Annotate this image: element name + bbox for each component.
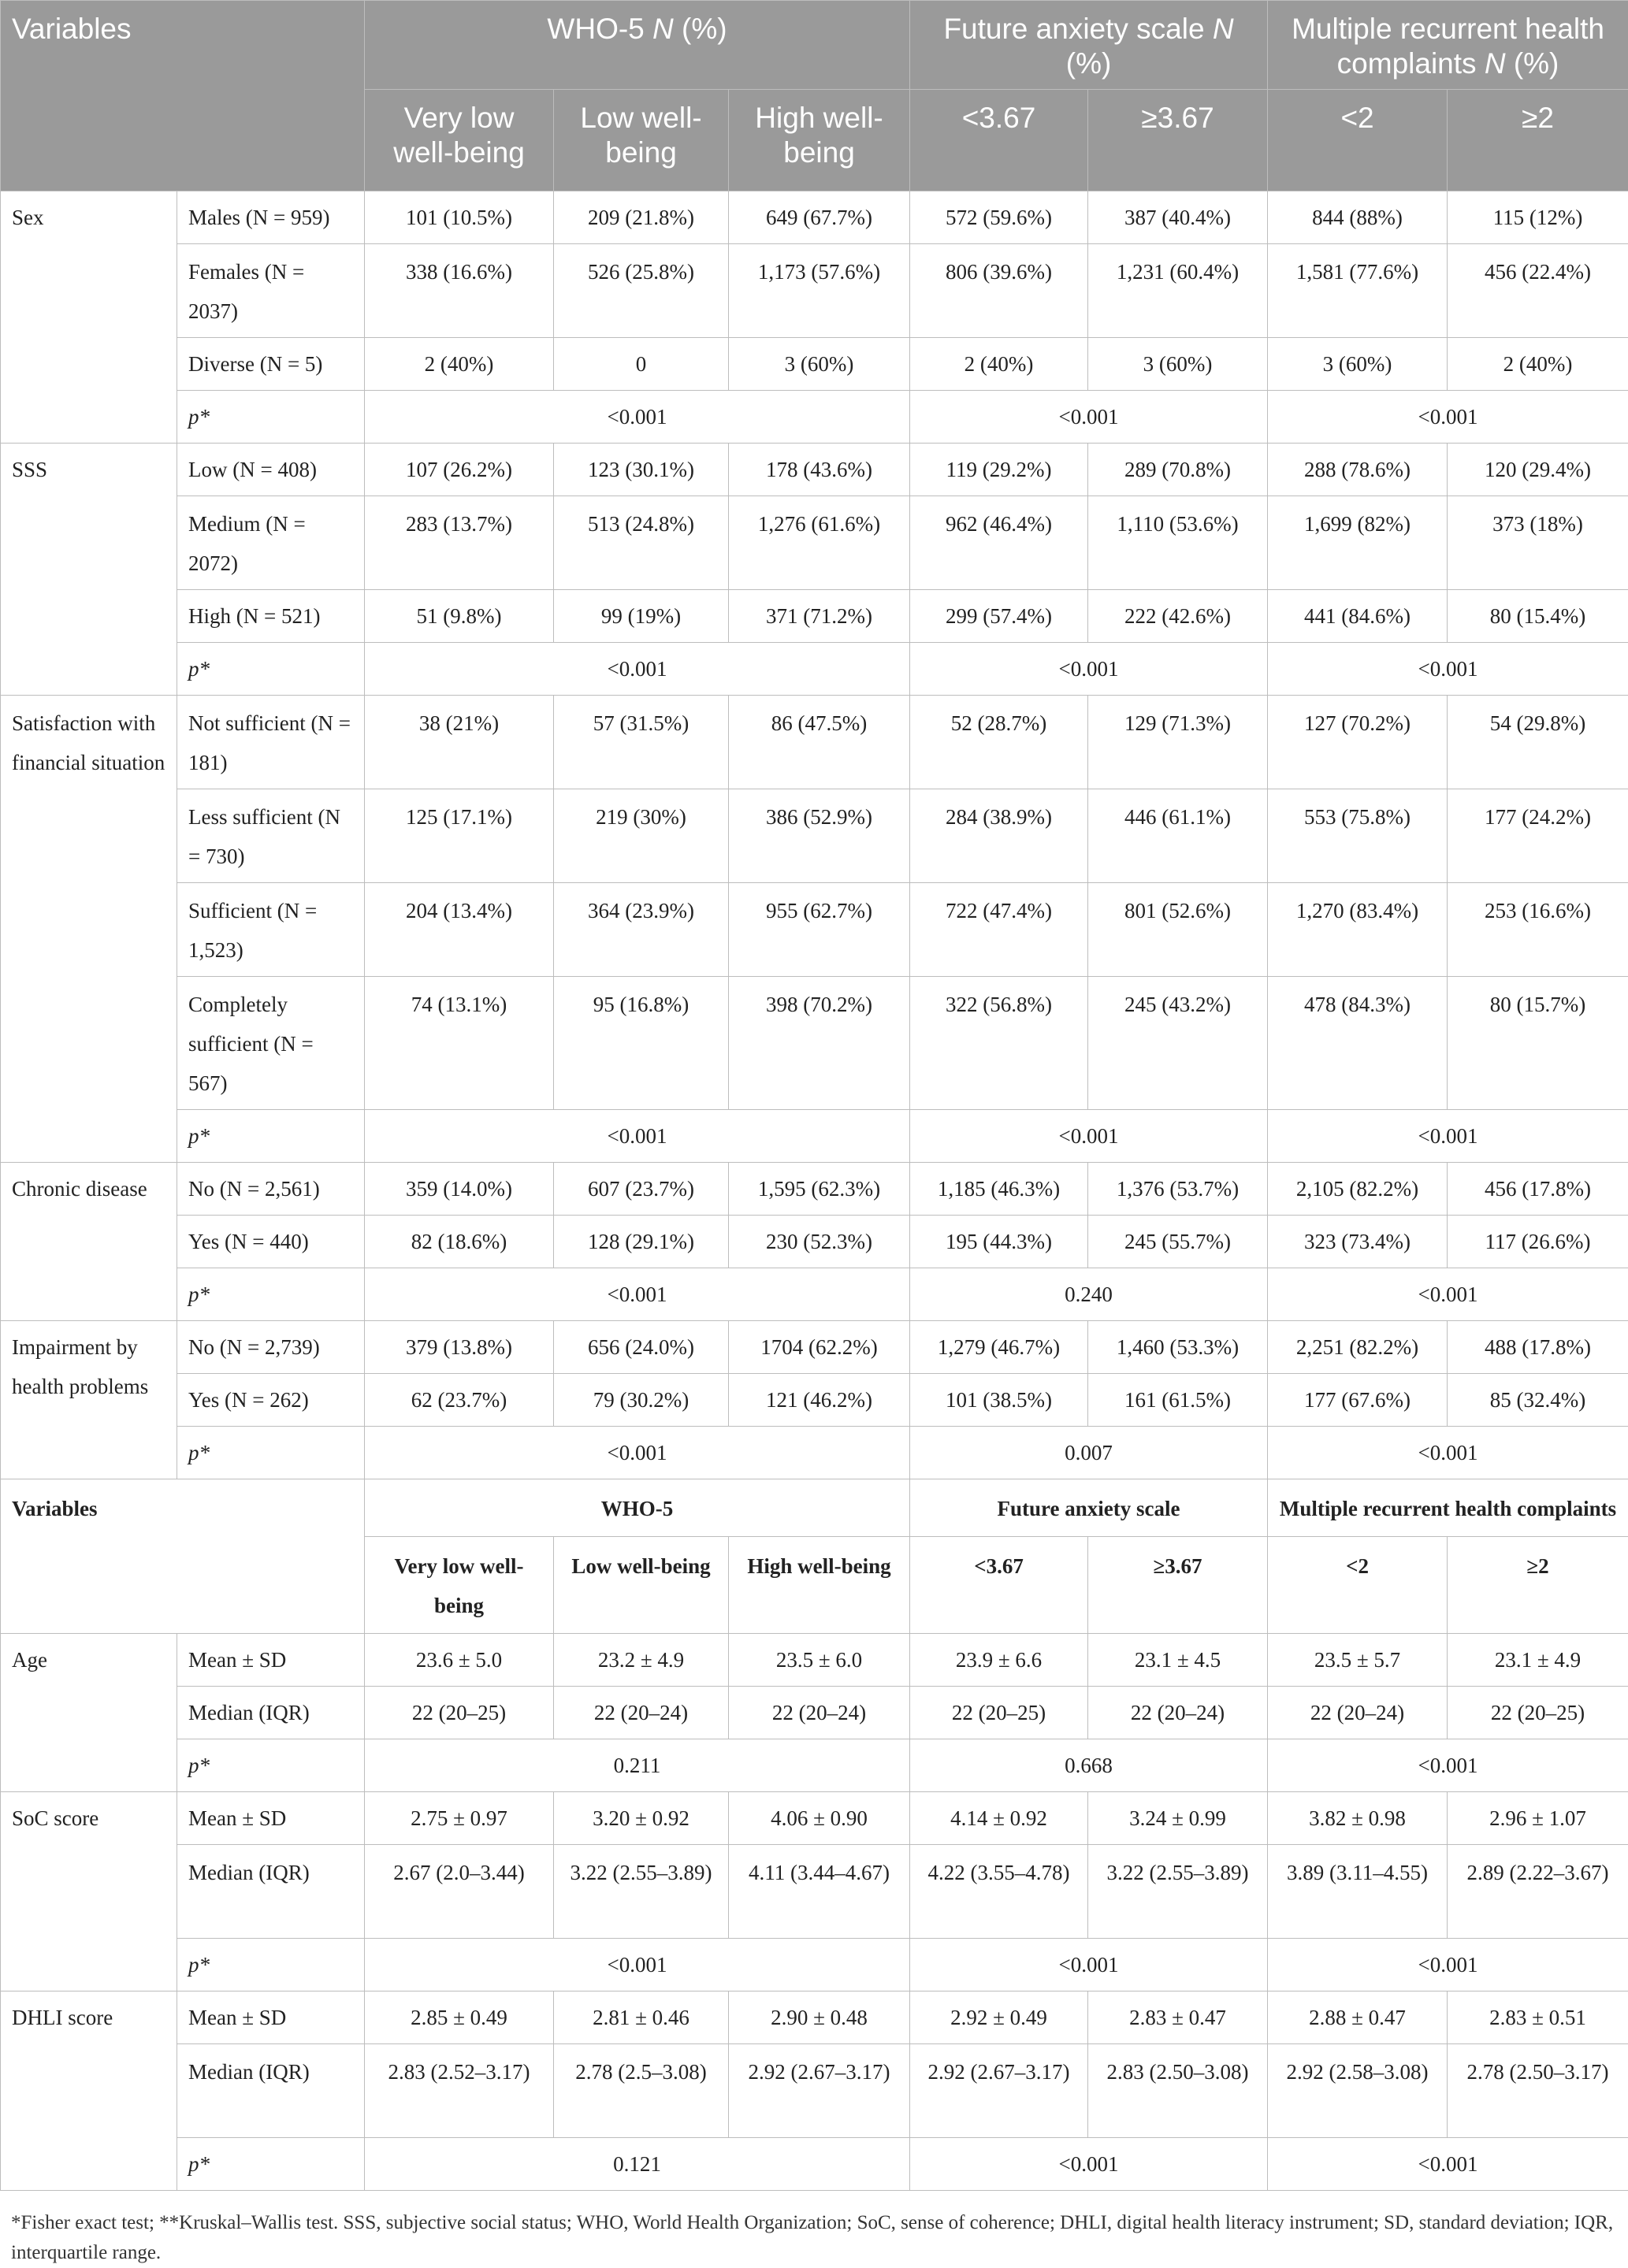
data-cell: 245 (55.7%) xyxy=(1088,1216,1268,1268)
p-value: 0.211 xyxy=(365,1739,910,1792)
data-cell: 607 (23.7%) xyxy=(554,1163,729,1216)
variable-label: Age xyxy=(1,1634,177,1792)
data-cell: 1,110 (53.6%) xyxy=(1088,496,1268,590)
data-cell: 2 (40%) xyxy=(1448,338,1628,391)
table-row xyxy=(1,1216,1628,1268)
data-cell: 23.6 ± 5.0 xyxy=(365,1634,554,1687)
data-cell: 23.9 ± 6.6 xyxy=(910,1634,1088,1687)
p-value-row xyxy=(1,643,1628,696)
p-label xyxy=(177,1268,365,1321)
table-row xyxy=(1,1374,1628,1427)
data-cell: 2.78 (2.5–3.08) xyxy=(554,2044,729,2138)
data-cell: 359 (14.0%) xyxy=(365,1163,554,1216)
header-future-anxiety: Future anxiety scale N (%) xyxy=(910,1,1268,90)
subcategory-label: Medium (N = 2072) xyxy=(177,496,365,590)
data-cell: 299 (57.4%) xyxy=(910,590,1088,643)
data-cell: 2.92 (2.67–3.17) xyxy=(729,2044,910,2138)
data-cell: 161 (61.5%) xyxy=(1088,1374,1268,1427)
table-row xyxy=(1,444,1628,496)
data-cell: 117 (26.6%) xyxy=(1448,1216,1628,1268)
data-cell: 2.92 (2.58–3.08) xyxy=(1268,2044,1448,2138)
data-cell: 82 (18.6%) xyxy=(365,1216,554,1268)
p-label xyxy=(177,391,365,444)
data-cell: 1704 (62.2%) xyxy=(729,1321,910,1374)
variable-label: Impairment by health problems xyxy=(1,1321,177,1479)
header-col: Low well-being xyxy=(554,90,729,191)
data-cell: 22 (20–24) xyxy=(554,1687,729,1739)
data-cell: 649 (67.7%) xyxy=(729,191,910,244)
p-label xyxy=(177,1739,365,1792)
subcategory-label: Not sufficient (N = 181) xyxy=(177,696,365,789)
subcategory-label: Yes (N = 440) xyxy=(177,1216,365,1268)
data-cell: 2.88 ± 0.47 xyxy=(1268,1991,1448,2044)
p-value: <0.001 xyxy=(1268,1939,1628,1991)
subcategory-label: No (N = 2,561) xyxy=(177,1163,365,1216)
p-value-row xyxy=(1,1739,1628,1792)
data-cell: 441 (84.6%) xyxy=(1268,590,1448,643)
data-cell: 62 (23.7%) xyxy=(365,1374,554,1427)
data-cell: 2.83 ± 0.51 xyxy=(1448,1991,1628,2044)
data-cell: 2.92 (2.67–3.17) xyxy=(910,2044,1088,2138)
data-cell: 101 (38.5%) xyxy=(910,1374,1088,1427)
table-row xyxy=(1,1845,1628,1939)
p-value: <0.001 xyxy=(910,391,1268,444)
p-value: <0.001 xyxy=(910,1110,1268,1163)
p-label xyxy=(177,1427,365,1479)
data-cell: 488 (17.8%) xyxy=(1448,1321,1628,1374)
data-cell: 177 (24.2%) xyxy=(1448,789,1628,883)
data-cell: 289 (70.8%) xyxy=(1088,444,1268,496)
data-cell: 85 (32.4%) xyxy=(1448,1374,1628,1427)
data-cell: 99 (19%) xyxy=(554,590,729,643)
data-cell: 3.24 ± 0.99 xyxy=(1088,1792,1268,1845)
data-cell: 2.89 (2.22–3.67) xyxy=(1448,1845,1628,1939)
variable-label: Chronic disease xyxy=(1,1163,177,1321)
table-row xyxy=(1,1634,1628,1687)
data-cell: 322 (56.8%) xyxy=(910,977,1088,1110)
data-cell: 1,581 (77.6%) xyxy=(1268,244,1448,338)
data-cell: 2.75 ± 0.97 xyxy=(365,1792,554,1845)
p-value-row xyxy=(1,1268,1628,1321)
p-label-text: p* xyxy=(188,1282,210,1306)
table-row xyxy=(1,883,1628,977)
p-value: <0.001 xyxy=(365,1110,910,1163)
data-cell: 23.1 ± 4.9 xyxy=(1448,1634,1628,1687)
subheader-future-anxiety: Future anxiety scale xyxy=(910,1479,1268,1537)
header-health-complaints: Multiple recurrent health complaints N (%) xyxy=(1268,1,1628,90)
data-cell: 1,460 (53.3%) xyxy=(1088,1321,1268,1374)
data-cell: 3.89 (3.11–4.55) xyxy=(1268,1845,1448,1939)
p-label-text: p* xyxy=(188,405,210,429)
data-cell: 245 (43.2%) xyxy=(1088,977,1268,1110)
p-value: <0.001 xyxy=(910,2138,1268,2191)
data-cell: 120 (29.4%) xyxy=(1448,444,1628,496)
p-value: <0.001 xyxy=(365,1939,910,1991)
data-cell: 1,699 (82%) xyxy=(1268,496,1448,590)
header-col: <2 xyxy=(1268,90,1448,191)
data-cell: 80 (15.4%) xyxy=(1448,590,1628,643)
data-cell: 23.2 ± 4.9 xyxy=(554,1634,729,1687)
p-label-text: p* xyxy=(188,657,210,681)
data-cell: 101 (10.5%) xyxy=(365,191,554,244)
data-cell: 54 (29.8%) xyxy=(1448,696,1628,789)
data-cell: 4.14 ± 0.92 xyxy=(910,1792,1088,1845)
table-body xyxy=(1,1,1628,2191)
p-value-row xyxy=(1,2138,1628,2191)
table-row xyxy=(1,244,1628,338)
subheader-col: <3.67 xyxy=(910,1537,1088,1634)
data-cell: 379 (13.8%) xyxy=(365,1321,554,1374)
data-cell: 125 (17.1%) xyxy=(365,789,554,883)
table-row xyxy=(1,338,1628,391)
data-cell: 22 (20–24) xyxy=(1088,1687,1268,1739)
data-cell: 1,595 (62.3%) xyxy=(729,1163,910,1216)
header-col: ≥3.67 xyxy=(1088,90,1268,191)
data-cell: 288 (78.6%) xyxy=(1268,444,1448,496)
header-variables: Variables xyxy=(1,1,365,191)
data-cell: 962 (46.4%) xyxy=(910,496,1088,590)
p-value: 0.668 xyxy=(910,1739,1268,1792)
header-col: High well-being xyxy=(729,90,910,191)
data-cell: 23.1 ± 4.5 xyxy=(1088,1634,1268,1687)
subcategory-label: Diverse (N = 5) xyxy=(177,338,365,391)
data-cell: 204 (13.4%) xyxy=(365,883,554,977)
data-cell: 371 (71.2%) xyxy=(729,590,910,643)
p-value: <0.001 xyxy=(1268,1110,1628,1163)
data-cell: 127 (70.2%) xyxy=(1268,696,1448,789)
p-label-text: p* xyxy=(188,1124,210,1148)
data-cell: 2.67 (2.0–3.44) xyxy=(365,1845,554,1939)
table-row xyxy=(1,590,1628,643)
p-label xyxy=(177,643,365,696)
data-cell: 2.85 ± 0.49 xyxy=(365,1991,554,2044)
data-cell: 2 (40%) xyxy=(910,338,1088,391)
data-cell: 23.5 ± 6.0 xyxy=(729,1634,910,1687)
data-cell: 1,279 (46.7%) xyxy=(910,1321,1088,1374)
table-row xyxy=(1,191,1628,244)
subcategory-label: Median (IQR) xyxy=(177,1845,365,1939)
data-cell: 115 (12%) xyxy=(1448,191,1628,244)
subheader-col: High well-being xyxy=(729,1537,910,1634)
data-cell: 387 (40.4%) xyxy=(1088,191,1268,244)
p-label-text: p* xyxy=(188,1953,210,1977)
subcategory-label: Median (IQR) xyxy=(177,2044,365,2138)
data-cell: 22 (20–24) xyxy=(729,1687,910,1739)
data-cell: 57 (31.5%) xyxy=(554,696,729,789)
data-cell: 283 (13.7%) xyxy=(365,496,554,590)
data-cell: 456 (17.8%) xyxy=(1448,1163,1628,1216)
p-label xyxy=(177,1110,365,1163)
table-row xyxy=(1,2044,1628,2138)
p-value: <0.001 xyxy=(365,1268,910,1321)
data-cell: 1,231 (60.4%) xyxy=(1088,244,1268,338)
data-cell: 128 (29.1%) xyxy=(554,1216,729,1268)
data-cell: 22 (20–24) xyxy=(1268,1687,1448,1739)
p-value: <0.001 xyxy=(1268,1268,1628,1321)
p-label-text: p* xyxy=(188,1754,210,1777)
data-cell: 446 (61.1%) xyxy=(1088,789,1268,883)
data-cell: 107 (26.2%) xyxy=(365,444,554,496)
table-row xyxy=(1,1321,1628,1374)
header-who5: WHO-5 N (%) xyxy=(365,1,910,90)
p-value: <0.001 xyxy=(365,643,910,696)
variable-label: SoC score xyxy=(1,1792,177,1991)
p-value: <0.001 xyxy=(910,1939,1268,1991)
variable-label: Satisfaction with financial situation xyxy=(1,696,177,1163)
data-cell: 323 (73.4%) xyxy=(1268,1216,1448,1268)
data-cell: 1,270 (83.4%) xyxy=(1268,883,1448,977)
data-cell: 2 (40%) xyxy=(365,338,554,391)
data-cell: 2.81 ± 0.46 xyxy=(554,1991,729,2044)
data-cell: 2.78 (2.50–3.17) xyxy=(1448,2044,1628,2138)
header-col: Very low well-being xyxy=(365,90,554,191)
data-cell: 219 (30%) xyxy=(554,789,729,883)
data-cell: 222 (42.6%) xyxy=(1088,590,1268,643)
data-cell: 51 (9.8%) xyxy=(365,590,554,643)
data-cell: 338 (16.6%) xyxy=(365,244,554,338)
subcategory-label: High (N = 521) xyxy=(177,590,365,643)
table-row xyxy=(1,496,1628,590)
p-label-text: p* xyxy=(188,2152,210,2176)
p-value: 0.007 xyxy=(910,1427,1268,1479)
data-cell: 86 (47.5%) xyxy=(729,696,910,789)
data-cell: 806 (39.6%) xyxy=(910,244,1088,338)
subheader-col: ≥2 xyxy=(1448,1537,1628,1634)
subheader-col: Very low well-being xyxy=(365,1537,554,1634)
p-value: <0.001 xyxy=(365,391,910,444)
data-cell: 22 (20–25) xyxy=(910,1687,1088,1739)
p-value: <0.001 xyxy=(1268,1427,1628,1479)
subheader-row-groups xyxy=(1,1479,1628,1537)
table-row xyxy=(1,1163,1628,1216)
data-cell: 526 (25.8%) xyxy=(554,244,729,338)
subcategory-label: Females (N = 2037) xyxy=(177,244,365,338)
data-cell: 119 (29.2%) xyxy=(910,444,1088,496)
data-cell: 373 (18%) xyxy=(1448,496,1628,590)
data-cell: 1,376 (53.7%) xyxy=(1088,1163,1268,1216)
data-cell: 722 (47.4%) xyxy=(910,883,1088,977)
data-cell: 1,173 (57.6%) xyxy=(729,244,910,338)
subheader-col: ≥3.67 xyxy=(1088,1537,1268,1634)
p-value: <0.001 xyxy=(1268,391,1628,444)
data-cell: 74 (13.1%) xyxy=(365,977,554,1110)
data-cell: 121 (46.2%) xyxy=(729,1374,910,1427)
subheader-col: Low well-being xyxy=(554,1537,729,1634)
data-cell: 2.83 (2.52–3.17) xyxy=(365,2044,554,2138)
subcategory-label: No (N = 2,739) xyxy=(177,1321,365,1374)
data-cell: 129 (71.3%) xyxy=(1088,696,1268,789)
subcategory-label: Completely sufficient (N = 567) xyxy=(177,977,365,1110)
data-cell: 553 (75.8%) xyxy=(1268,789,1448,883)
data-cell: 955 (62.7%) xyxy=(729,883,910,977)
data-cell: 38 (21%) xyxy=(365,696,554,789)
data-cell: 79 (30.2%) xyxy=(554,1374,729,1427)
subcategory-label: Low (N = 408) xyxy=(177,444,365,496)
subheader-variables: Variables xyxy=(1,1479,365,1634)
data-cell: 2.83 (2.50–3.08) xyxy=(1088,2044,1268,2138)
p-label xyxy=(177,2138,365,2191)
table-footnote: *Fisher exact test; **Kruskal–Wallis test. SSS, subjective social status; WHO, World Health Organization; SoC, sense of coherence; DHLI, digital health literacy instrument; SD, standard deviation; IQR, interquartile range. xyxy=(0,2191,1628,2268)
data-cell: 386 (52.9%) xyxy=(729,789,910,883)
p-value: <0.001 xyxy=(910,643,1268,696)
subheader-col: <2 xyxy=(1268,1537,1448,1634)
data-cell: 0 xyxy=(554,338,729,391)
data-cell: 801 (52.6%) xyxy=(1088,883,1268,977)
table-row xyxy=(1,977,1628,1110)
data-cell: 3.22 (2.55–3.89) xyxy=(1088,1845,1268,1939)
header-col: <3.67 xyxy=(910,90,1088,191)
subcategory-label: Median (IQR) xyxy=(177,1687,365,1739)
data-cell: 195 (44.3%) xyxy=(910,1216,1088,1268)
data-cell: 4.06 ± 0.90 xyxy=(729,1792,910,1845)
data-cell: 3.22 (2.55–3.89) xyxy=(554,1845,729,1939)
data-cell: 3.20 ± 0.92 xyxy=(554,1792,729,1845)
data-cell: 4.11 (3.44–4.67) xyxy=(729,1845,910,1939)
p-label-text: p* xyxy=(188,1441,210,1464)
data-cell: 2.92 ± 0.49 xyxy=(910,1991,1088,2044)
subcategory-label: Sufficient (N = 1,523) xyxy=(177,883,365,977)
variable-label: SSS xyxy=(1,444,177,696)
data-cell: 23.5 ± 5.7 xyxy=(1268,1634,1448,1687)
header-row-groups xyxy=(1,1,1628,90)
table-row xyxy=(1,696,1628,789)
data-cell: 364 (23.9%) xyxy=(554,883,729,977)
data-cell: 3.82 ± 0.98 xyxy=(1268,1792,1448,1845)
data-cell: 513 (24.8%) xyxy=(554,496,729,590)
data-cell: 456 (22.4%) xyxy=(1448,244,1628,338)
data-cell: 177 (67.6%) xyxy=(1268,1374,1448,1427)
table-row xyxy=(1,789,1628,883)
data-cell: 1,185 (46.3%) xyxy=(910,1163,1088,1216)
p-value: <0.001 xyxy=(365,1427,910,1479)
data-cell: 4.22 (3.55–4.78) xyxy=(910,1845,1088,1939)
data-cell: 22 (20–25) xyxy=(365,1687,554,1739)
table-row xyxy=(1,1991,1628,2044)
p-value: <0.001 xyxy=(1268,643,1628,696)
data-cell: 178 (43.6%) xyxy=(729,444,910,496)
data-cell: 2.90 ± 0.48 xyxy=(729,1991,910,2044)
data-cell: 3 (60%) xyxy=(1088,338,1268,391)
data-cell: 2,251 (82.2%) xyxy=(1268,1321,1448,1374)
subcategory-label: Mean ± SD xyxy=(177,1792,365,1845)
subcategory-label: Mean ± SD xyxy=(177,1634,365,1687)
p-value-row xyxy=(1,391,1628,444)
table-row xyxy=(1,1687,1628,1739)
data-cell: 209 (21.8%) xyxy=(554,191,729,244)
p-value: <0.001 xyxy=(1268,1739,1628,1792)
data-cell: 80 (15.7%) xyxy=(1448,977,1628,1110)
data-cell: 3 (60%) xyxy=(729,338,910,391)
data-cell: 230 (52.3%) xyxy=(729,1216,910,1268)
subcategory-label: Yes (N = 262) xyxy=(177,1374,365,1427)
data-cell: 22 (20–25) xyxy=(1448,1687,1628,1739)
subheader-health-complaints: Multiple recurrent health complaints xyxy=(1268,1479,1628,1537)
subcategory-label: Less sufficient (N = 730) xyxy=(177,789,365,883)
data-cell: 284 (38.9%) xyxy=(910,789,1088,883)
data-cell: 2.83 ± 0.47 xyxy=(1088,1991,1268,2044)
p-value-row xyxy=(1,1110,1628,1163)
p-value: <0.001 xyxy=(1268,2138,1628,2191)
data-cell: 253 (16.6%) xyxy=(1448,883,1628,977)
variable-label: Sex xyxy=(1,191,177,444)
subcategory-label: Males (N = 959) xyxy=(177,191,365,244)
data-cell: 1,276 (61.6%) xyxy=(729,496,910,590)
data-cell: 52 (28.7%) xyxy=(910,696,1088,789)
p-value: 0.121 xyxy=(365,2138,910,2191)
data-cell: 3 (60%) xyxy=(1268,338,1448,391)
data-cell: 844 (88%) xyxy=(1268,191,1448,244)
data-cell: 95 (16.8%) xyxy=(554,977,729,1110)
data-cell: 656 (24.0%) xyxy=(554,1321,729,1374)
header-col: ≥2 xyxy=(1448,90,1628,191)
data-cell: 572 (59.6%) xyxy=(910,191,1088,244)
data-cell: 123 (30.1%) xyxy=(554,444,729,496)
p-value-row xyxy=(1,1427,1628,1479)
subcategory-label: Mean ± SD xyxy=(177,1991,365,2044)
data-cell: 2,105 (82.2%) xyxy=(1268,1163,1448,1216)
p-value: 0.240 xyxy=(910,1268,1268,1321)
data-cell: 398 (70.2%) xyxy=(729,977,910,1110)
data-cell: 478 (84.3%) xyxy=(1268,977,1448,1110)
p-label xyxy=(177,1939,365,1991)
table-row xyxy=(1,1792,1628,1845)
p-value-row xyxy=(1,1939,1628,1991)
subheader-who5: WHO-5 xyxy=(365,1479,910,1537)
variable-label: DHLI score xyxy=(1,1991,177,2191)
data-cell: 2.96 ± 1.07 xyxy=(1448,1792,1628,1845)
